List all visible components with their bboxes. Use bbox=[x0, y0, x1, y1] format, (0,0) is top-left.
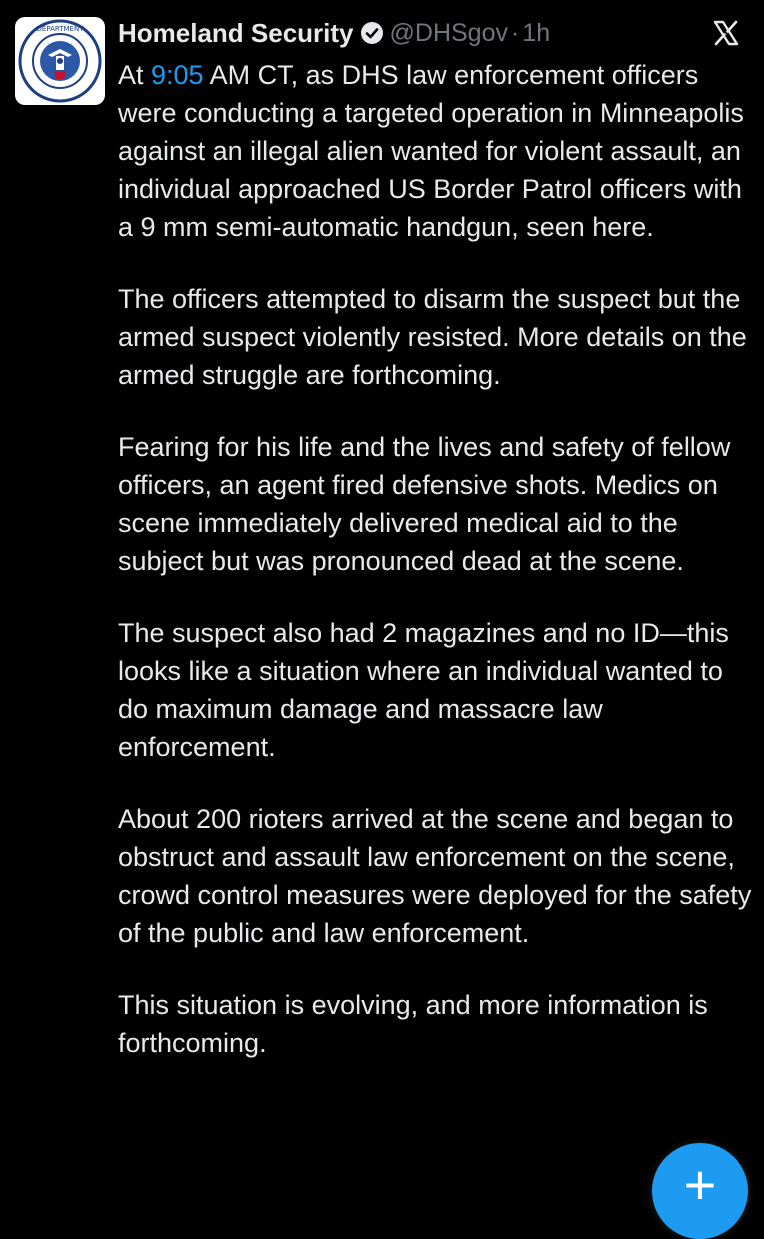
tweet-paragraph: The officers attempted to disarm the suspect but the armed suspect violently resisted. More details on the armed struggle are forthcoming. bbox=[118, 284, 747, 390]
author-display-name[interactable]: Homeland Security bbox=[118, 17, 354, 48]
paragraph-text: At bbox=[118, 60, 152, 90]
time-link[interactable]: 9:05 bbox=[151, 60, 204, 90]
compose-button[interactable] bbox=[652, 1143, 748, 1239]
verified-badge-icon bbox=[360, 21, 384, 45]
tweet-paragraph: Fearing for his life and the lives and safety of fellow officers, an agent fired defensive shots. Medics on scene immediately delivered medical aid to the subject but was pronounced dead at the scene. bbox=[118, 432, 731, 576]
tweet-paragraph: About 200 rioters arrived at the scene and began to obstruct and assault law enforcement on the scene, crowd control measures were deployed for the safety of the public and law enforcement. bbox=[118, 804, 752, 948]
dhs-seal-icon bbox=[18, 19, 102, 103]
tweet-paragraph: This situation is evolving, and more information is forthcoming. bbox=[118, 990, 708, 1058]
plus-icon: + bbox=[683, 1153, 717, 1216]
author-handle[interactable]: @DHSgov bbox=[389, 18, 508, 47]
tweet-text bbox=[118, 56, 758, 1096]
avatar[interactable] bbox=[15, 17, 105, 105]
paragraph-text: AM CT, as DHS law enforcement officers were conducting a targeted operation in Minneapolis against an illegal alien wanted for violent assault, an individual approached US Border Patrol officers with a 9 mm semi-automatic handgun, seen here. bbox=[118, 60, 744, 242]
tweet-header bbox=[118, 16, 550, 50]
post-time[interactable]: 1h bbox=[522, 18, 551, 47]
svg-text:DEPARTMENT: DEPARTMENT bbox=[36, 25, 84, 33]
header-separator: · bbox=[511, 18, 520, 47]
tweet-paragraph: The suspect also had 2 magazines and no ID—this looks like a situation where an individual wanted to do maximum damage and massacre law enforcement. bbox=[118, 618, 729, 762]
x-logo-icon[interactable] bbox=[712, 19, 740, 47]
tweet-paragraph bbox=[118, 56, 758, 246]
